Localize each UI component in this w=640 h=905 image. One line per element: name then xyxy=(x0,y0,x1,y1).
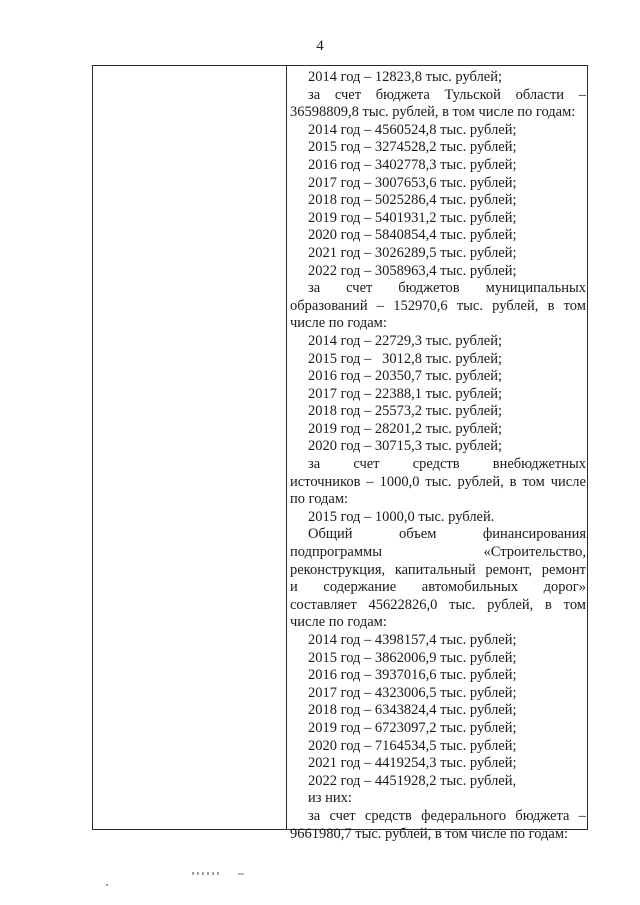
text-line: 2014 год – 22729,3 тыс. рублей; xyxy=(308,332,503,349)
scan-artifact xyxy=(192,872,222,875)
document-table xyxy=(92,65,588,842)
text-line: за счет бюджетов муниципальных xyxy=(308,280,586,297)
text-line: за счет бюджета Тульской области – xyxy=(308,86,586,103)
text-line: 2017 год – 3007653,6 тыс. рублей; xyxy=(308,174,517,191)
text-line: 2014 год – 4398157,4 тыс. рублей; xyxy=(308,632,517,648)
text-line: 2015 год – 3862006,9 тыс. рублей; xyxy=(308,649,517,666)
text-line: 2017 год – 4323006,5 тыс. рублей; xyxy=(308,684,517,701)
text-line: 2020 год – 5840854,4 тыс. рублей; xyxy=(308,227,517,244)
text-line: 2022 год – 3058963,4 тыс. рублей; xyxy=(308,262,517,279)
text-line: 2015 год – 1000,0 тыс. рублей. xyxy=(308,508,495,525)
text-line: реконструкция, капитальный ремонт, ремонт xyxy=(290,561,586,578)
scan-artifact xyxy=(238,873,244,875)
text-line: числе по годам: xyxy=(290,614,387,631)
text-line: 2020 год – 7164534,5 тыс. рублей; xyxy=(308,737,517,754)
text-line: 2018 год – 6343824,4 тыс. рублей; xyxy=(308,702,517,719)
text-line: 9661980,7 тыс. рублей, в том числе по годам: xyxy=(290,825,569,842)
text-line: 2019 год – 28201,2 тыс. рублей; xyxy=(308,420,503,437)
text-line: 2021 год – 4419254,3 тыс. рублей; xyxy=(308,755,517,772)
text-line: 2021 год – 3026289,5 тыс. рублей; xyxy=(308,244,517,261)
text-line: 2014 год – 4560524,8 тыс. рублей; xyxy=(308,121,517,138)
text-line: 2016 год – 20350,7 тыс. рублей; xyxy=(308,368,503,385)
text-line: за счет средств федерального бюджета – xyxy=(308,807,586,824)
text-line: 2015 год – 3274528,2 тыс. рублей; xyxy=(308,139,517,156)
text-line: 2016 год – 3402778,3 тыс. рублей; xyxy=(308,156,517,173)
text-line: подпрограммы «Строительство, xyxy=(290,544,586,561)
text-line: за счет средств внебюджетных xyxy=(308,456,586,473)
scan-artifact xyxy=(106,884,108,886)
text-line: Общий объем финансирования xyxy=(308,526,586,543)
text-line: 2014 год – 12823,8 тыс. рублей; xyxy=(308,69,503,85)
page-number: 4 xyxy=(316,38,324,54)
text-line: числе по годам: xyxy=(290,315,387,332)
text-line: по годам: xyxy=(290,491,349,508)
text-line: 2018 год – 25573,2 тыс. рублей; xyxy=(308,403,503,420)
text-line: 2017 год – 22388,1 тыс. рублей; xyxy=(308,385,503,402)
text-line: 2019 год – 5401931,2 тыс. рублей; xyxy=(308,209,517,226)
text-line: 2015 год – 3012,8 тыс. рублей; xyxy=(308,350,503,367)
text-line: и содержание автомобильных дорог» xyxy=(290,579,586,596)
table-right-cell xyxy=(290,69,586,843)
text-line: 36598809,8 тыс. рублей, в том числе по годам: xyxy=(290,104,576,121)
text-line: из них: xyxy=(308,790,352,807)
text-line: образований – 152970,6 тыс. рублей, в том xyxy=(290,297,586,314)
text-line: 2022 год – 4451928,2 тыс. рублей, xyxy=(308,772,517,789)
text-line: источников – 1000,0 тыс. рублей, в том числе xyxy=(290,473,586,490)
text-line: 2019 год – 6723097,2 тыс. рублей; xyxy=(308,719,517,736)
text-line: 2020 год – 30715,3 тыс. рублей; xyxy=(308,438,503,455)
table-column-divider xyxy=(286,66,287,829)
text-line: составляет 45622826,0 тыс. рублей, в том xyxy=(290,596,586,613)
text-line: 2018 год – 5025286,4 тыс. рублей; xyxy=(308,192,517,209)
text-line: 2016 год – 3937016,6 тыс. рублей; xyxy=(308,667,517,684)
